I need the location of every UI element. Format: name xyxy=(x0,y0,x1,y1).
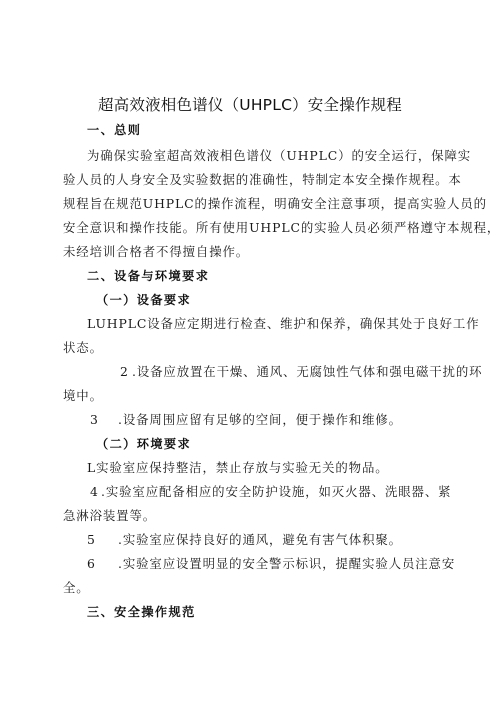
paragraph-line: 安全意识和操作技能。所有使用UHPLC的实验人员必须严格遵守本规程， xyxy=(63,220,500,235)
paragraph-line: 未经培训合格者不得擅自操作。 xyxy=(63,244,250,259)
paragraph-line: 验人员的人身安全及实验数据的准确性，特制定本安全操作规程。本 xyxy=(63,172,462,187)
paragraph-line: .设备周围应留有足够的空间，便于操作和维修。 xyxy=(118,412,402,427)
document-title: 超高效液相色谱仪（UHPLC）安全操作规程 xyxy=(97,96,402,114)
paragraph-line: 规程旨在规范UHPLC的操作流程，明确安全注意事项，提高实验人员的 xyxy=(63,196,487,211)
item-number: 5 xyxy=(87,532,96,547)
item-number: 6 xyxy=(87,556,96,571)
section-heading-general: 一、总则 xyxy=(87,123,142,137)
item-number: 2 xyxy=(120,364,129,379)
subsection-heading-environment: （二）环境要求 xyxy=(96,437,192,451)
paragraph-line: .设备应放置在干燥、通风、无腐蚀性气体和强电磁干扰的环 xyxy=(132,364,483,379)
section-heading-equipment-environment: 二、设备与环境要求 xyxy=(87,269,210,283)
section-heading-safe-operation: 三、安全操作规范 xyxy=(87,605,196,619)
paragraph-line: L实验室应保持整洁，禁止存放与实验无关的物品。 xyxy=(87,460,389,475)
paragraph-line: 急淋浴装置等。 xyxy=(63,508,157,523)
paragraph-line: LUHPLC设备应定期进行检查、维护和保养，确保其处于良好工作 xyxy=(87,316,480,331)
paragraph-line: 状态。 xyxy=(63,340,103,355)
item-number: 3 xyxy=(90,412,99,427)
paragraph-line: 为确保实验室超高效液相色谱仪（UHPLC）的安全运行，保障实 xyxy=(87,148,472,163)
paragraph-line: 全。 xyxy=(63,580,90,595)
subsection-heading-equipment: （一）设备要求 xyxy=(96,293,192,307)
paragraph-line: .实验室应保持良好的通风，避免有害气体积聚。 xyxy=(118,532,402,547)
paragraph-line: .实验室应配备相应的安全防护设施，如灭火器、洗眼器、紧 xyxy=(101,484,452,499)
item-number: 4 xyxy=(90,484,99,499)
paragraph-line: 境中。 xyxy=(63,388,103,403)
paragraph-line: .实验室应设置明显的安全警示标识，提醒实验人员注意安 xyxy=(118,556,456,571)
